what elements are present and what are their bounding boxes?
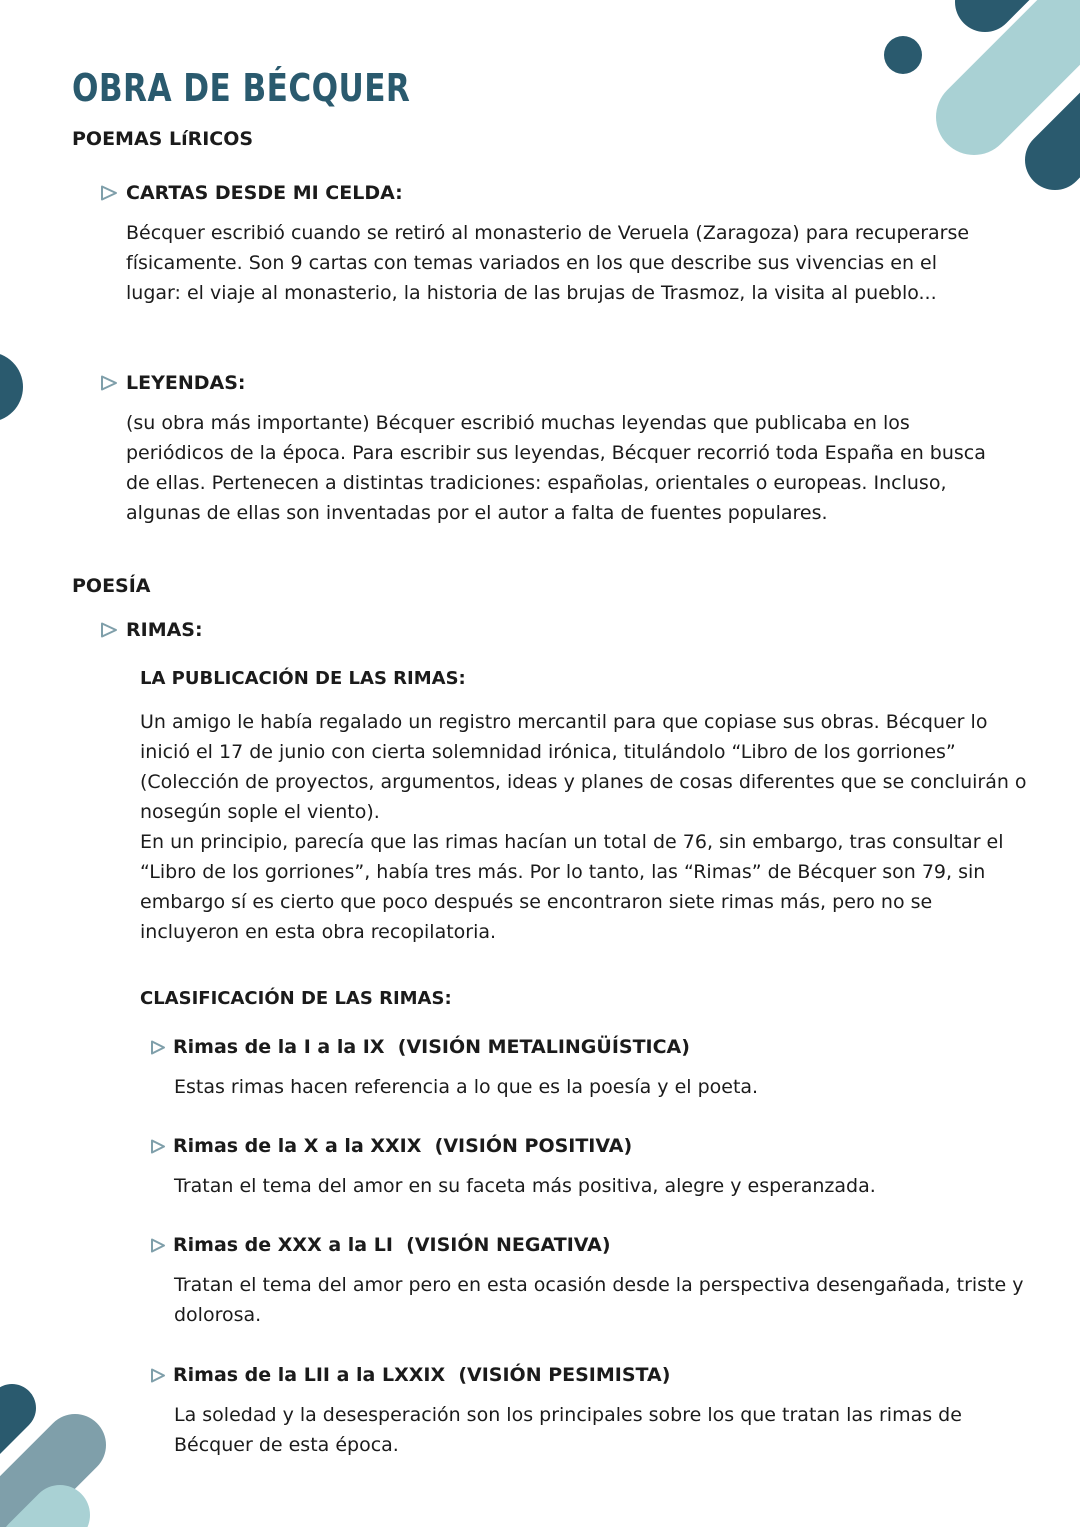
- bottom-left-decoration: [0, 1370, 130, 1527]
- bullet-cartas: [100, 182, 403, 204]
- classification-item-header: [150, 1135, 632, 1157]
- triangle-bullet-icon: [150, 1040, 166, 1055]
- rimas-label: RIMAS:: [126, 619, 203, 641]
- top-right-decoration: [860, 0, 1080, 200]
- cartas-paragraph: Bécquer escribió cuando se retiró al monasterio de Veruela (Zaragoza) para recuperarse físicamente. Son 9 cartas con temas variados en los que describe sus vivencias en el lugar: el viaje al monasterio, la historia de las brujas de Trasmoz, la visita al pueblo...: [126, 222, 970, 304]
- classification-item-text: Estas rimas hacen referencia a lo que es la poesía y el poeta.: [174, 1076, 759, 1098]
- classification-item-header: [150, 1036, 690, 1058]
- triangle-bullet-icon: [150, 1238, 166, 1253]
- cartas-label: CARTAS DESDE MI CELDA:: [126, 182, 403, 204]
- classification-item-header: [150, 1364, 670, 1386]
- triangle-bullet-icon: [100, 622, 118, 638]
- classification-item-text: La soledad y la desesperación son los principales sobre los que tratan las rimas de Bécquer de esta época.: [174, 1404, 962, 1456]
- page-title: OBRA DE BÉCQUER: [72, 66, 411, 110]
- decor-light-stroke-bottom: [30, 1515, 60, 1527]
- rima-range: Rimas de la LII a la LXXIX: [173, 1364, 446, 1386]
- rima-vision: (VISIÓN METALINGÜÍSTICA): [397, 1036, 690, 1058]
- bullet-leyendas: [100, 372, 245, 394]
- classification-item-header: [150, 1234, 611, 1256]
- leyendas-label: LEYENDAS:: [126, 372, 246, 394]
- rima-vision: (VISIÓN PESIMISTA): [458, 1364, 671, 1386]
- section-heading-lyric: POEMAS LíRICOS: [72, 128, 254, 150]
- section-heading-poetry: POESÍA: [72, 575, 151, 597]
- classification-item-text: Tratan el tema del amor en su faceta más positiva, alegre y esperanzada.: [174, 1175, 876, 1197]
- classification-heading: CLASIFICACIÓN DE LAS RIMAS:: [140, 988, 452, 1009]
- rima-vision: (VISIÓN POSITIVA): [434, 1135, 633, 1157]
- decor-dot: [884, 36, 922, 74]
- decor-dark-stroke-bottom: [0, 1408, 12, 1450]
- publication-paragraph-1: Un amigo le había regalado un registro mercantil para que copiase sus obras. Bécquer lo inició el 17 de junio con cierta solemnidad irónica, titulándolo “Libro de los gorriones” (Colección de proyectos, argumentos, ideas y planes de cosas diferentes que se concluirán o nosegún sople el viento).: [140, 711, 1027, 823]
- rima-range: Rimas de la I a la IX: [173, 1036, 385, 1058]
- rima-range: Rimas de la X a la XXIX: [173, 1135, 422, 1157]
- publication-heading: LA PUBLICACIÓN DE LAS RIMAS:: [140, 668, 466, 689]
- decor-dark-stroke-right: [1055, 75, 1080, 160]
- rima-range: Rimas de XXX a la LI: [173, 1234, 393, 1256]
- left-edge-decoration: [0, 350, 30, 426]
- rima-vision: (VISIÓN NEGATIVA): [406, 1234, 611, 1256]
- classification-item-text: Tratan el tema del amor pero en esta ocasión desde la perspectiva desengañada, triste y dolorosa.: [174, 1274, 1024, 1326]
- triangle-bullet-icon: [100, 185, 118, 201]
- publication-paragraph-2: En un principio, parecía que las rimas hacían un total de 76, sin embargo, tras consultar el “Libro de los gorriones”, había tres más. Por lo tanto, las “Rimas” de Bécquer son 79, sin embargo sí es cierto que poco después se encontraron siete rimas más, pero no se incluyeron en esta obra recopilatoria.: [140, 831, 1004, 943]
- triangle-bullet-icon: [150, 1139, 166, 1154]
- leyendas-paragraph: (su obra más importante) Bécquer escribió muchas leyendas que publicaba en los periódicos de la época. Para escribir sus leyendas, Bécquer recorrió toda España en busca de ellas. Pertenecen a distintas tradiciones: españolas, orientales o europeas. Incluso, algunas de ellas son inventadas por el autor a falta de fuentes populares.: [126, 412, 986, 524]
- bullet-rimas: [100, 619, 203, 641]
- decor-half-circle: [0, 352, 23, 422]
- triangle-bullet-icon: [100, 375, 118, 391]
- triangle-bullet-icon: [150, 1368, 166, 1383]
